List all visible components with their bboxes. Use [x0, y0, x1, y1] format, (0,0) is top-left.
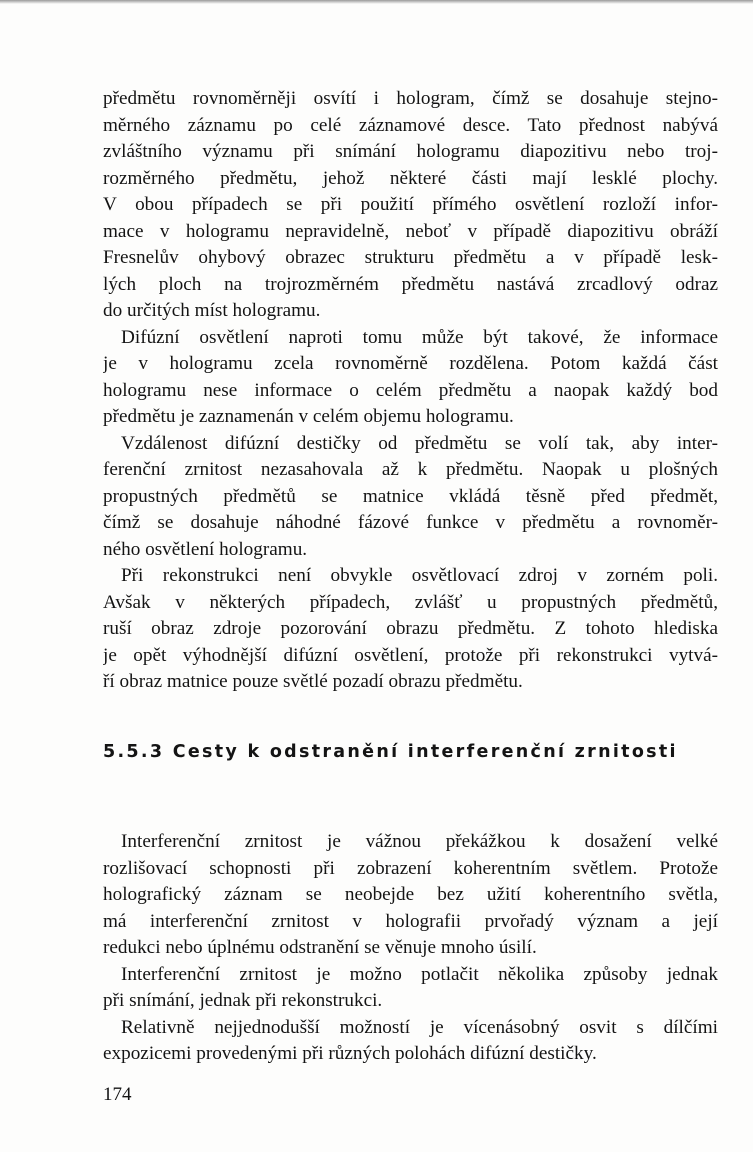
- text-line: lých ploch na trojrozměrném předmětu nastává zrcadlový odraz: [103, 273, 718, 295]
- text-line: rozlišovací schopnosti při zobrazení koherentním světlem. Protože: [103, 857, 718, 879]
- section-heading: 5.5.3 Cesty k odstranění interferenční zrnitosti: [103, 742, 678, 762]
- text-line: redukci nebo úplnému odstranění se věnuje mnoho úsilí.: [103, 937, 537, 958]
- text-line: hologramu nese informace o celém předmětu a naopak každý bod: [103, 379, 718, 401]
- text-line: rozměrného předmětu, jehož některé části mají lesklé plochy.: [103, 167, 718, 189]
- text-line: Difúzní osvětlení naproti tomu může být takové, že informace: [121, 326, 718, 348]
- text-line: Při rekonstrukci není obvykle osvětlovací zdroj v zorném poli.: [121, 565, 718, 586]
- page-number: 174: [103, 1084, 132, 1105]
- text-line: při snímání, jednak při rekonstrukci.: [103, 990, 383, 1011]
- body-text-section-1: [103, 86, 718, 696]
- text-line: zvláštního významu při snímání hologramu diapozitivu nebo troj-: [103, 141, 718, 162]
- text-line: Fresnelův ohybový obrazec strukturu předmětu a v případě lesk-: [103, 247, 718, 268]
- text-line: holografický záznam se neobejde bez užití koherentního světla,: [103, 884, 718, 905]
- scan-edge: [0, 0, 753, 4]
- text-line: Relativně nejjednodušší možností je vícenásobný osvit s dílčími: [121, 1016, 718, 1038]
- paragraph: [103, 325, 718, 431]
- text-line: měrného záznamu po celé záznamové desce. Tato přednost nabývá: [103, 114, 718, 136]
- text-line: Avšak v některých případech, zvlášť u propustných předmětů,: [103, 591, 718, 613]
- text-line: mace v hologramu nepravidelně, neboť v případě diapozitivu obráží: [103, 220, 718, 242]
- text-line: Vzdálenost difúzní destičky od předmětu se volí tak, aby inter-: [121, 432, 718, 454]
- paragraph: [103, 829, 718, 962]
- text-line: Interferenční zrnitost je možno potlačit několika způsoby jednak: [121, 963, 718, 985]
- paragraph: [103, 563, 718, 696]
- text-line: je v hologramu zcela rovnoměrně rozdělena. Potom každá část: [103, 353, 718, 374]
- paragraph: [103, 431, 718, 564]
- text-line: čímž se dosahuje náhodné fázové funkce v předmětu a rovnoměr-: [103, 512, 718, 533]
- text-line: má interferenční zrnitost v holografii prvořadý význam a její: [103, 910, 718, 932]
- text-line: propustných předmětů se matnice vkládá těsně před předmět,: [103, 485, 718, 507]
- body-text-section-2: [103, 829, 718, 1068]
- text-line: ruší obraz zdroje pozorování obrazu předmětu. Z tohoto hlediska: [103, 618, 718, 639]
- text-line: je opět výhodnější difúzní osvětlení, protože při rekonstrukci vytvá-: [103, 644, 718, 666]
- paragraph: [103, 962, 718, 1015]
- text-line: Interferenční zrnitost je vážnou překážkou k dosažení velké: [121, 831, 718, 852]
- text-line: ří obraz matnice pouze světlé pozadí obrazu předmětu.: [103, 671, 523, 692]
- text-line: ferenční zrnitost nezasahovala až k předmětu. Naopak u plošných: [103, 459, 718, 480]
- paragraph: [103, 1015, 718, 1068]
- text-line: do určitých míst hologramu.: [103, 300, 321, 321]
- text-line: předmětu rovnoměrněji osvítí i hologram, čímž se dosahuje stejno-: [103, 88, 718, 109]
- text-line: ného osvětlení hologramu.: [103, 538, 308, 560]
- text-line: expozicemi provedenými při různých polohách difúzní destičky.: [103, 1043, 597, 1064]
- text-line: předmětu je zaznamenán v celém objemu hologramu.: [103, 406, 514, 427]
- paragraph: [103, 86, 718, 325]
- text-line: V obou případech se při použití přímého osvětlení rozloží infor-: [103, 194, 718, 215]
